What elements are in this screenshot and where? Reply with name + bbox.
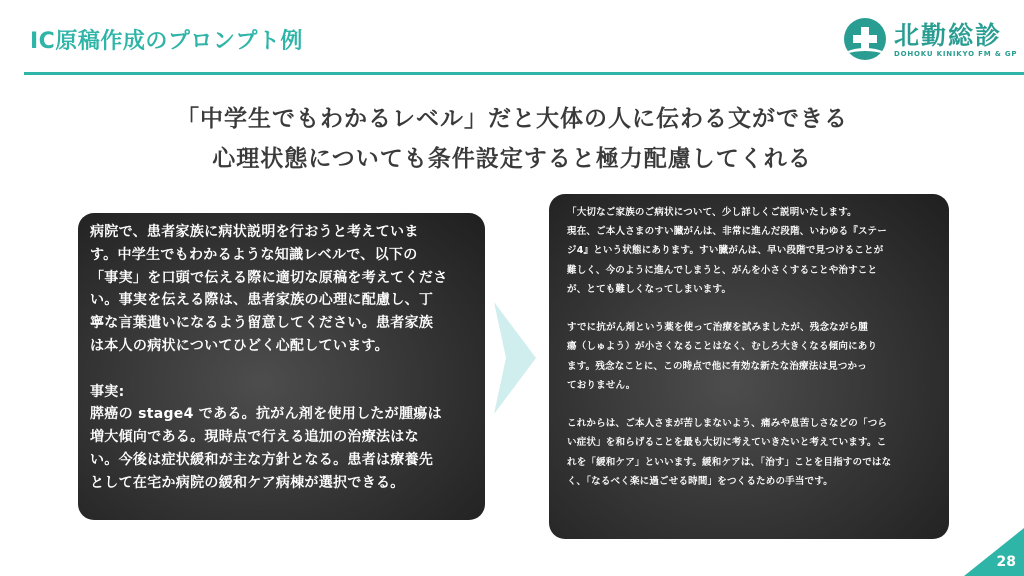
response-line: が、とても難しくなってしまいます。 (567, 283, 732, 295)
prompt-line: は本人の病状についてひどく心配しています。 (90, 337, 389, 354)
response-line: ます。残念なことに、この時点で他に有効な新たな治療法は見つかっ (567, 360, 867, 372)
response-line: 難しく、今のように進んでしまうと、がんを小さくすることや治すこと (567, 264, 878, 276)
response-line: 現在、ご本人さまのすい臓がんは、非常に進んだ段階、いわゆる『ステー (567, 226, 887, 238)
logo (840, 14, 1020, 70)
prompt-line: 「事実」を口頭で伝える際に適切な原稿を考えてくださ (90, 269, 448, 286)
page-number: 28 (996, 554, 1016, 570)
prompt-line: い。今後は症状緩和が主な方針となる。患者は療養先 (90, 451, 434, 468)
response-line: い症状」を和らげることを最も大切に考えていきたいと考えています。こ (567, 437, 887, 449)
prompt-line: 膵癌の stage4 である。抗がん剤を使用したが腫瘍は (90, 406, 442, 423)
prompt-line: 増大傾向である。現時点で行える追加の治療法はな (90, 429, 419, 446)
paragraph-gap (90, 358, 473, 381)
headline-line-1: 「中学生でもわかるレベル」だと大体の人に伝わる文ができる (176, 106, 848, 132)
logo-name: 北勤総診 (894, 21, 1003, 50)
prompt-line: 事実: (90, 383, 125, 400)
response-line: れを「緩和ケア」といいます。緩和ケアは、「治す」ことを目指すのではな (567, 456, 892, 468)
logo-subtitle: DOHOKU KINIKYO FM & GP (894, 50, 1018, 58)
prompt-line: い。事実を伝える際は、患者家族の心理に配慮し、丁 (90, 292, 434, 309)
title-underline (24, 72, 1024, 75)
prompt-line: として在宅か病院の緩和ケア病棟が選択できる。 (90, 474, 405, 491)
prompt-line: す。中学生でもわかるような知識レベルで、以下の (90, 246, 418, 263)
response-line: く、「なるべく楽に過ごせる時間」をつくるための手当です。 (567, 475, 833, 487)
response-line: ジ4』という状態にあります。すい臓がんは、早い段階で見つけることが (567, 245, 884, 257)
response-line: 「大切なご家族のご病状について、少し詳しくご説明いたします。 (567, 207, 857, 218)
prompt-card (78, 213, 485, 520)
chevron-right-arrow-icon (494, 302, 536, 414)
response-line: ておりません。 (567, 379, 636, 391)
cross-wave-logo-icon (844, 18, 886, 60)
headline-line-2: 心理状態についても条件設定すると極力配慮してくれる (212, 146, 812, 172)
paragraph-gap (567, 299, 935, 318)
response-line: すでに抗がん剤という薬を使って治療を試みましたが、残念ながら腫 (567, 322, 868, 334)
response-card (549, 194, 949, 539)
prompt-line: 病院で、患者家族に病状説明を行おうと考えていま (90, 224, 419, 240)
response-line: これからは、ご本人さまが苦しまないよう、痛みや息苦しさなどの「つら (567, 418, 888, 430)
response-line: 瘍（しゅよう）が小さくなることはなく、むしろ大きくなる傾向にあり (567, 341, 878, 353)
slide-title: IC原稿作成のプロンプト例 (30, 29, 303, 54)
paragraph-gap (567, 395, 935, 414)
prompt-line: 寧な言葉遣いになるよう留意してください。患者家族 (90, 315, 434, 332)
